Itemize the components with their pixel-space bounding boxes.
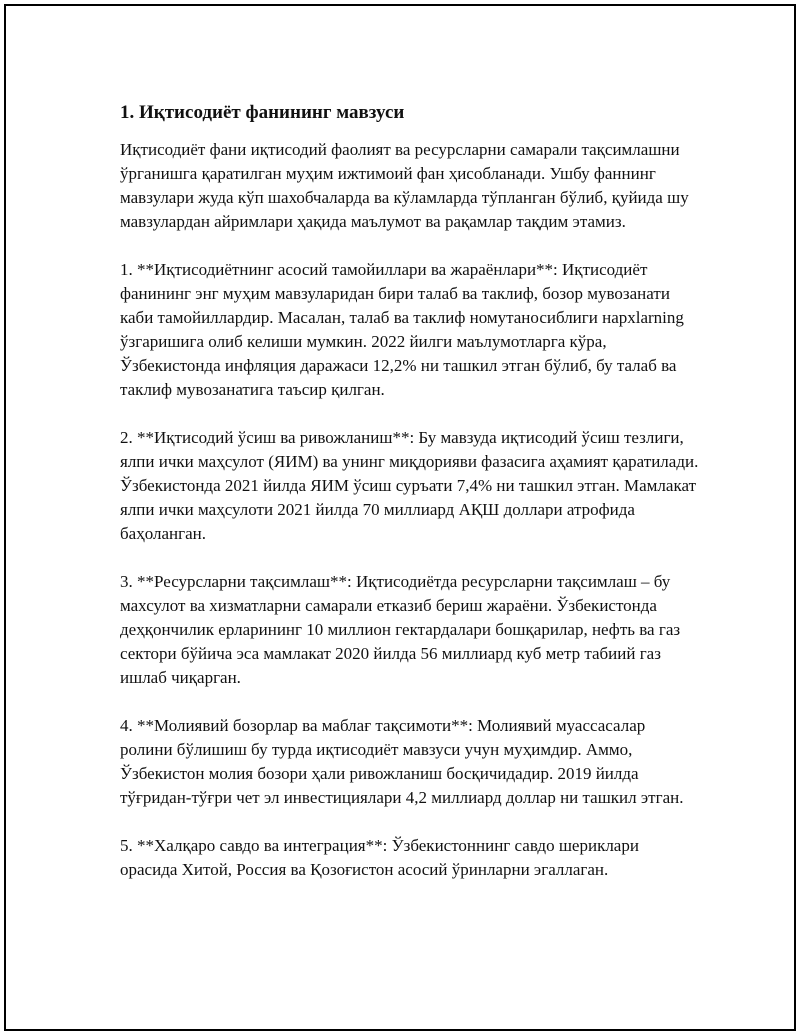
topic-paragraph-4: 4. **Молиявий бозорлар ва маблағ тақсимоти**: Молиявий муассасалар ролини бўлишиш бу турда иқтисодиёт мавзуси учун муҳимдир. Аммо, Ўзбекистон молия бозори ҳали ривожланиш босқичидадир. 2019 йилда тўғридан-тўғри чет эл инвестициялари 4,2 миллиард доллар ни ташкил этган.	[120, 716, 684, 807]
intro-paragraph: Иқтисодиёт фани иқтисодий фаолият ва ресурсларни самарали тақсимлашни ўрганишга қаратилган муҳим ижтимоий фан ҳисобланади. Ушбу фаннинг мавзулари жуда кўп шахобчаларда ва кўламларда тўпланган бўлиб, қуйида шу мавзулардан айримлари ҳақида маълумот ва рақамлар тақдим этамиз.	[120, 140, 689, 231]
page-frame	[4, 4, 796, 1031]
topic-paragraph-5: 5. **Халқаро савдо ва интеграция**: Ўзбекистоннинг савдо шериклари орасида Хитой, Россия ва Қозоғистон асосий ўринларни эгаллаган.	[120, 836, 639, 879]
section-heading: 1. Иқтисодиёт фанининг мавзуси	[120, 102, 405, 123]
topic-paragraph-2: 2. **Иқтисодий ўсиш ва ривожланиш**: Бу мавзуда иқтисодий ўсиш тезлиги, ялпи ички маҳсулот (ЯИМ) ва унинг миқдорияви фазасига аҳамият қаратилади. Ўзбекистонда 2021 йилда ЯИМ ўсиш суръати 7,4% ни ташкил этган. Мамлакат ялпи ички маҳсулоти 2021 йилда 70 миллиард АҚШ доллари атрофида баҳоланган.	[120, 428, 699, 543]
document-body	[120, 99, 700, 906]
topic-paragraph-3: 3. **Ресурсларни тақсимлаш**: Иқтисодиётда ресурсларни тақсимлаш – бу махсулот ва хизматларни самарали етказиб бериш жараёни. Ўзбекистонда деҳқончилик ерларининг 10 миллион гектардалари бошқарилар, нефть ва газ сектори бўйича эса мамлакат 2020 йилда 56 миллиард куб метр табиий газ ишлаб чиқарган.	[120, 572, 681, 687]
topic-paragraph-1: 1. **Иқтисодиётнинг асосий тамойиллари ва жараёнлари**: Иқтисодиёт фанининг энг муҳим мавзуларидан бири талаб ва таклиф, бозор мувозанати каби тамойиллардир. Масалан, талаб ва таклиф номутаносиблиги нарxlarning ўзгаришига олиб келиши мумкин. 2022 йилги маълумотларга кўра, Ўзбекистонда инфляция даражаси 12,2% ни ташкил этган бўлиб, бу талаб ва таклиф мувозанатига таъсир қилган.	[120, 260, 684, 399]
